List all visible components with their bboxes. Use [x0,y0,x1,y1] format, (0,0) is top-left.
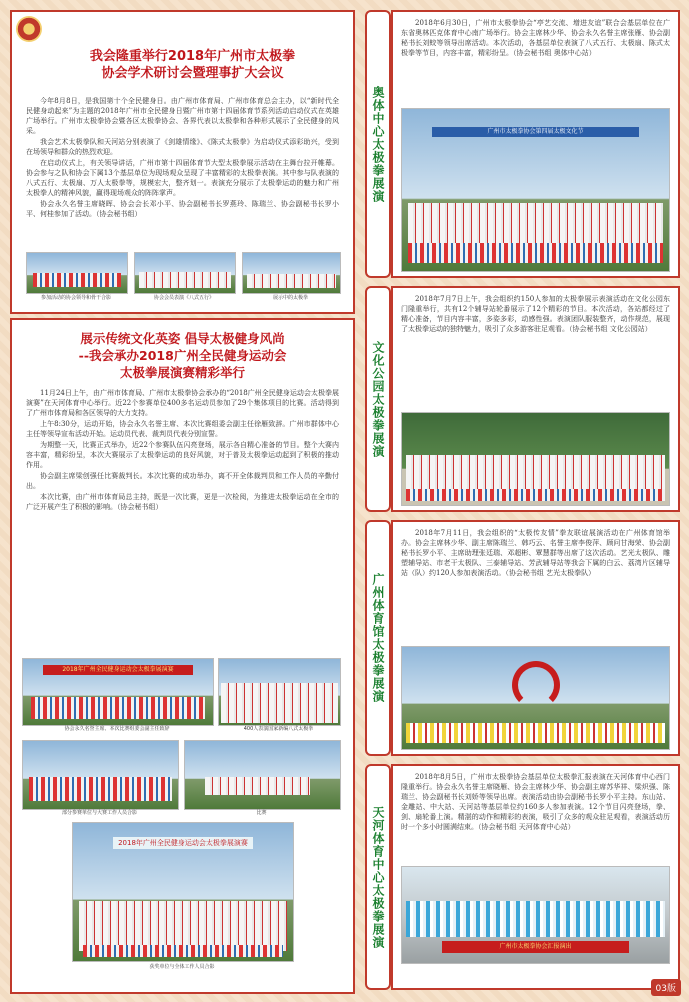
article-2-body [26,388,339,646]
photo-banner: 2018年广州全民健身运动会太极拳展演赛 [43,665,193,675]
photo-group-1 [26,252,128,294]
photo-speech [22,658,214,726]
section-gymnasium-title: 广州体育馆太极拳展演 [365,520,391,756]
article-1-para: 我会艺术太极拳队和天河站分别表演了《剑雄情缘》、《陈式太极拳》为启动仪式添彩助兴，受到在场领导和群众的热烈欢迎。 [26,138,339,156]
section-tianhe-para: 2018年8月5日，广州市太极拳协会基层单位太极拳汇报表演在天河体育中心西门隆重举行。协会永久名誉主席晓雁、协会主席林少华、协会副主席苏华祥、梁炽强、陈瑞兰、协会副秘书长刘娇等领导出席。表演活动由协会副秘书长罗小平主持。东山站、金雕站、中大站、天河站等基层单位约160多人参加表演。12个节目闪亮登场，拳、剑、扇轮番上演。精湛的动作和精彩的表演，吸引了众多的观众驻足观看，表演活动历时一个多小时圆满结束。（协会秘书组 天河体育中心站） [401,773,670,831]
article-2-title-line2: --我会承办2018广州全民健身运动会 [78,348,287,363]
section-gymnasium [365,520,680,756]
photo-group-units [22,740,179,810]
page-number: 03版 [651,979,681,996]
olympic-banner: 广州市太极拳协会第四届太极文化节 [432,127,639,137]
caption-speech: 协会永久名誉主席、本次比赛组委会副主任致辞 [64,726,170,732]
article-2-para: 本次比赛，由广州市体育局总主持，既是一次比赛，更是一次检阅，为推进太极拳运动在全市的广泛开展产生了积极的影响。（协会秘书组） [26,493,339,511]
photo-culture-park [401,412,670,506]
section-tianhe-title: 天河体育中心太极拳展演 [365,764,391,990]
article-2-para: 协会副主席梁创强任比赛裁判长。本次比赛的成功举办，离不开全体裁判员和工作人员的辛勤付出。 [26,472,339,490]
left-column [10,10,355,990]
caption-award: 获奖单位与全体工作人员合影 [149,964,215,970]
photo-gymnasium [401,646,670,750]
article-1-title-line2: 协会学术研讨会暨理事扩大会议 [101,66,284,81]
photo-competition [184,740,341,810]
award-banner: 2018年广州全民健身运动会太极拳展演赛 [113,837,253,849]
section-olympic-text [401,18,670,104]
right-column [365,10,680,990]
photo-performance-2 [242,252,341,294]
caption-2: 协会会员表演《八式五行》 [153,295,214,301]
article-1-title-line1: 我会隆重举行2018年广州市太极拳 [89,49,296,64]
photo-tianhe [401,866,670,964]
article-2-title-line1: 展示传统文化英姿 倡导太极健身风尚 [80,331,285,346]
section-culture-park-title: 文化公园太极拳展演 [365,286,391,512]
article-1 [10,10,355,314]
caption-units: 部分参赛单位与大赛工作人员合影 [61,810,137,816]
section-culture-park [365,286,680,512]
tianhe-banner: 广州市太极拳协会汇报演出 [442,941,629,953]
article-1-body [26,96,339,246]
section-gymnasium-text [401,528,670,640]
article-2-title [22,330,343,381]
photo-400-performers [218,658,341,726]
photo-olympic [401,108,670,272]
article-2 [10,318,355,994]
caption-1: 参加活动的协会领导和骨干合影 [40,295,111,301]
article-2-title-line3: 太极拳展演赛精彩举行 [119,365,245,380]
section-tianhe-text [401,772,670,862]
section-olympic-body [391,10,680,278]
section-tianhe [365,764,680,990]
article-1-para: 在启动仪式上，有关领导讲话，广州市第十四届体育节大型太极拳展示活动在主舞台拉开帷幕。协会参与之队和协会下属13个基层单位为现场观众呈现了丰富精彩的太极拳表演。其中参与队表演的八式五行、太极扇、万人太极拳等，规模宏大，整齐划一。表演充分展示了太极拳运动的魅力和广州太极拳人的精神风貌，赢得现场观众的阵阵掌声。 [26,159,339,197]
caption-3: 展示中的太极拳 [272,295,308,301]
article-1-para: 今年8月8日，是我国第十个全民健身日。由广州市体育局、广州市体育总会主办，以“新时代全民健身动起来”为主题的2018年广州市全民健身日暨广州市第十四届体育节系列活动启动仪式在英雄广场举行。广州市太极拳协会暨各区太极拳协会、各界代表以太极拳和各种形式展示了全民健身的风采。 [26,97,339,135]
section-gymnasium-body [391,520,680,756]
section-tianhe-body [391,764,680,990]
section-culture-park-text [401,294,670,406]
photo-award-group [72,822,294,962]
red-sculpture-icon [512,661,560,709]
caption-400: 400人表演国家新编八式太极拳 [243,726,314,732]
article-2-para: 11月24日上午，由广州市体育局、广州市太极拳协会承办的“2018广州全民健身运动会太极拳展演赛”在天河体育中心举行。近22个参赛单位400多名运动员参加了29个集体项目的比赛。活动得到了广州市体育局和各区领导的大力支持。 [26,389,339,417]
article-2-para: 上午8:30分，运动开始，协会永久名誉主席、本次比赛组委会副主任徐雁致辞。广州市群体中心主任等领导宣布活动开始。运动员代表、裁判员代表分别宣誓。 [26,420,339,438]
section-olympic-title: 奥体中心太极拳展演 [365,10,391,278]
section-gymnasium-para: 2018年7月11日，我会组织的“太极传友情”拳友联谊展演活动在广州体育馆举办。协会主席林少华、副主席陈瑞兰、韩巧云、名誉主席李俊萍、顾问甘海荣、协会副秘书长罗小平、主席助理张廷瑞、邓超彬、覃慧群等出席了这次活动。艺光太极队、雕塑辅导站、市老干太极队、三泰辅导站、芳武辅导站等我会下属的白云、荔湾片区辅导站（队）约120人参加表演活动。（协会秘书组 艺光太极拳队） [401,529,670,577]
photo-performance-1 [134,252,236,294]
section-culture-park-para: 2018年7月7日上午，我会组织约150人参加的太极拳展示表演活动在文化公园东门隆重举行，共有12个辅导站轮番展示了12个精彩的节目。本次活动，各站都经过了精心准备，节目内容丰富，多姿多彩，动感性强。表演团队服装整齐，动作规范，展现了太极拳运动的独特魅力，吸引了众多游客驻足观看。（协会秘书组 文化公园站） [401,295,670,333]
article-1-title [42,48,343,82]
section-olympic-para: 2018年6月30日，广州市太极拳协会“亭艺交流、增进友谊”联合会基层单位在广东省奥林匹克体育中心南广场举行。协会主席林少华、协会永久名誉主席张雁、协会副秘书长刘蛟等领导出席活动。本次活动，各基层单位表演了八式五行、太极扇、陈式太极拳等节目，内容丰富，精彩纷呈。（协会秘书组 奥体中心站） [401,19,670,57]
article-1-para: 协会永久名誉主席晓晖、协会会长邓小平、协会副秘书长罗燕玲、陈瑞兰、协会副秘书长罗小平、何桂参加了活动。（协会秘书组） [26,200,339,218]
article-2-para: 为期整一天，比赛正式举办，近22个参赛队伍闪亮登场，展示各自精心准备的节目。整个大赛内容丰富，精彩纷呈，本次大赛展示了太极拳运动的良好风貌，对于普及太极拳运动起到了积极的推动作用。 [26,441,339,469]
caption-competition: 比赛 [256,810,267,816]
corner-ornament-icon [16,16,42,42]
section-olympic [365,10,680,278]
section-culture-park-body [391,286,680,512]
